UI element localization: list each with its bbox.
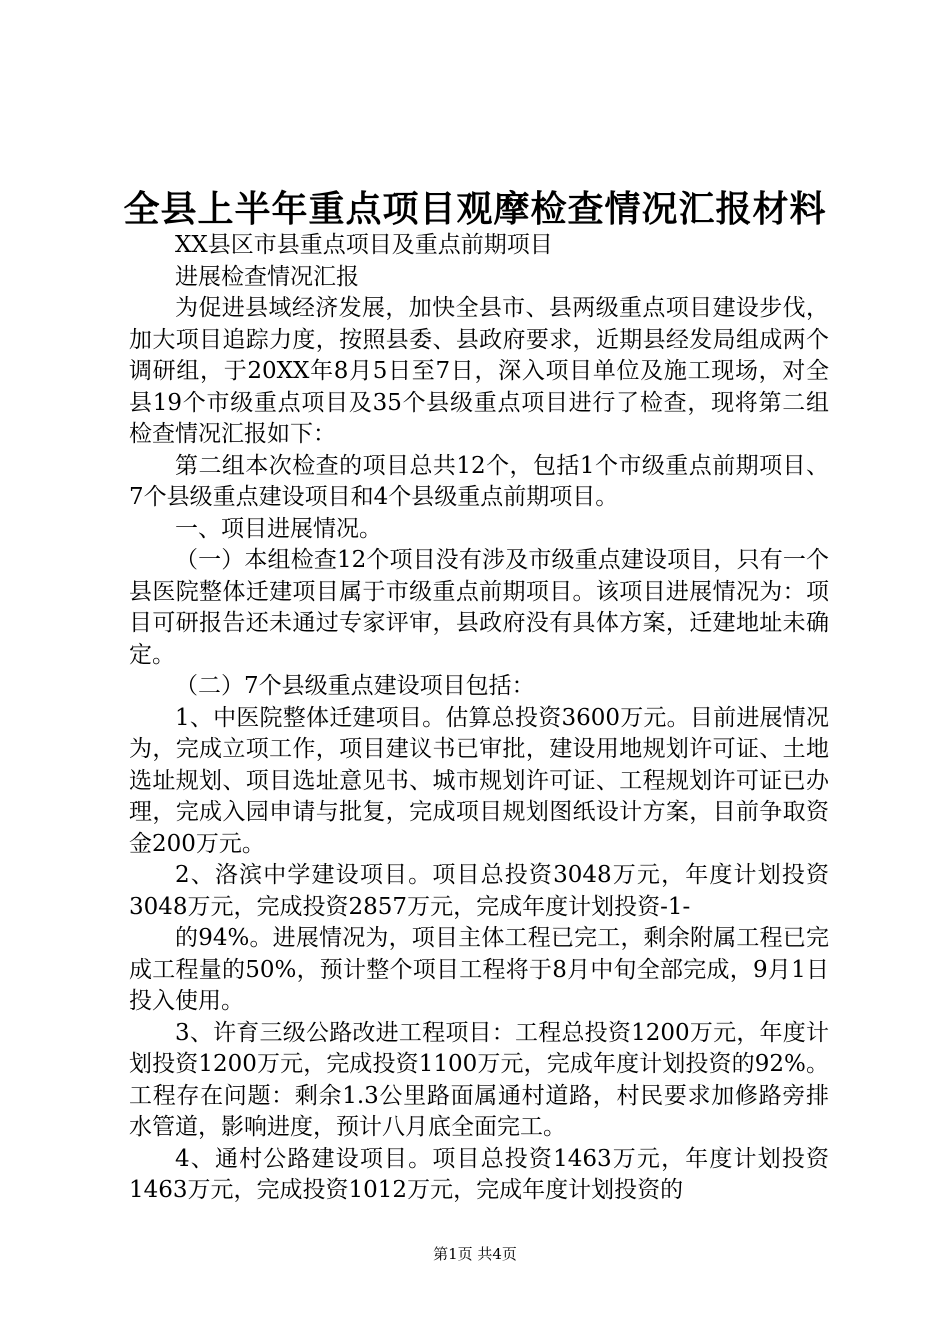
document-title: 全县上半年重点项目观摩检查情况汇报材料 [123,189,827,230]
paragraph-project-4: 4、通村公路建设项目。项目总投资1463万元，年度计划投资1463万元，完成投资1012万元，完成年度计划投资的 [129,1145,829,1203]
paragraph-project-3: 3、许育三级公路改进工程项目：工程总投资1200万元，年度计划投资1200万元，完成投资1100万元，完成年度计划投资的92%。工程存在问题：剩余1.3公里路面属通村道路，村民要求加修路旁排水管道，影响进度，预计八月底全面完工。 [129,1019,829,1140]
subtitle-line-1: XX县区市县重点项目及重点前期项目 [175,232,553,258]
section-heading: 一、项目进展情况。 [175,515,382,542]
paragraph-project-1: 1、中医院整体迁建项目。估算总投资3600万元。目前进展情况为，完成立项工作，项目建议书已审批，建设用地规划许可证、土地选址规划、项目选址意见书、城市规划许可证、工程规划许可证已办理，完成入园申请与批复，完成项目规划图纸设计方案，目前争取资金200万元。 [129,704,829,857]
document-body [129,230,829,1207]
paragraph-item-2: （二）7个县级重点建设项目包括： [175,673,535,699]
page-number: 第1页 共4页 [433,1245,517,1263]
paragraph-project-2-cont: 的94%。进展情况为，项目主体工程已完工，剩余附属工程已完成工程量的50%，预计整个项目工程将于8月中旬全部完成，9月1日投入使用。 [129,925,829,1014]
paragraph-item-1: （一）本组检查12个项目没有涉及市级重点建设项目，只有一个县医院整体迁建项目属于市级重点前期项目。该项目进展情况为：项目可研报告还未通过专家评审，县政府没有具体方案，迁建地址未确定。 [129,547,829,668]
paragraph-project-2: 2、洛滨中学建设项目。项目总投资3048万元，年度计划投资3048万元，完成投资2857万元，完成年度计划投资-1- [129,862,829,920]
subtitle-line-2: 进展检查情况汇报 [175,263,359,290]
paragraph-intro: 为促进县域经济发展，加快全县市、县两级重点项目建设步伐，加大项目追踪力度，按照县委、县政府要求，近期县经发局组成两个调研组，于20XX年8月5日至7日，深入项目单位及施工现场，对全县19个市级重点项目及35个县级重点项目进行了检查，现将第二组检查情况汇报如下： [129,295,829,447]
paragraph-summary: 第二组本次检查的项目总共12个，包括1个市级重点前期项目、7个县级重点建设项目和4个县级重点前期项目。 [129,452,829,510]
